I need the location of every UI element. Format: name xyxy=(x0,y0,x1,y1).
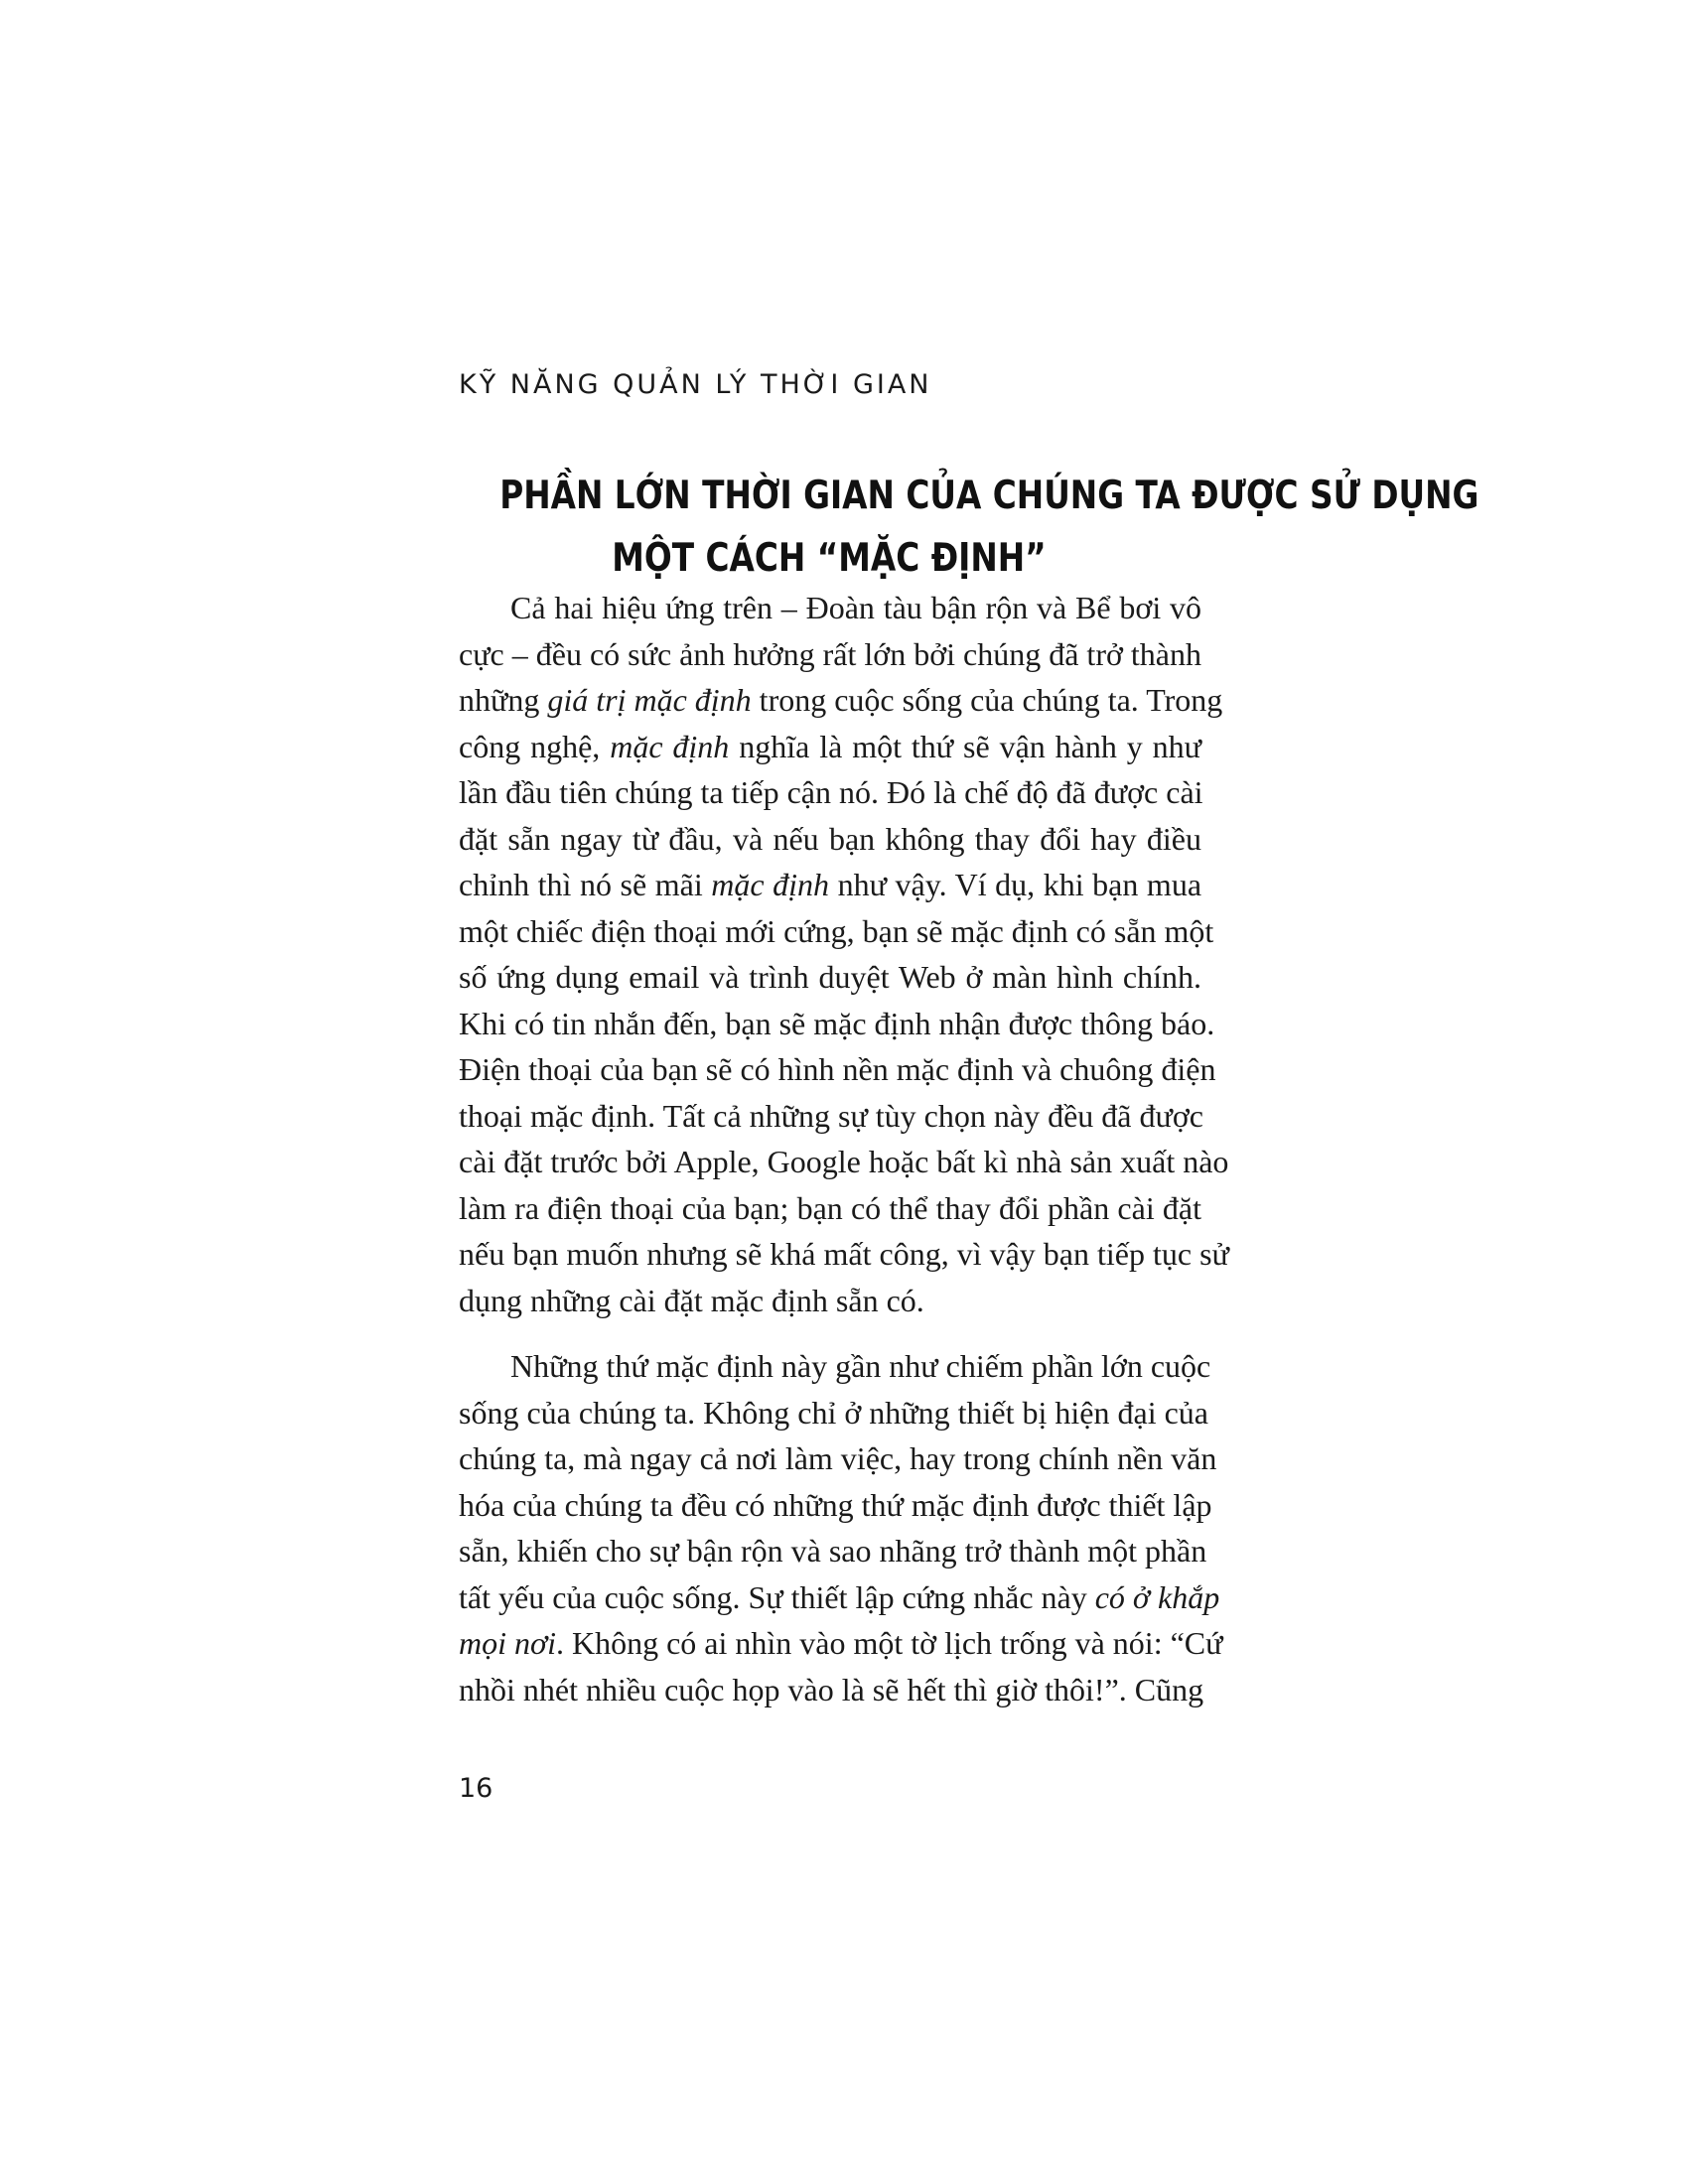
text-run: cài đặt trước bởi Apple, Google hoặc bất kì nhà sản xuất nào xyxy=(459,1144,1229,1179)
italic-text: mặc định xyxy=(610,728,730,764)
text-run: một chiếc điện thoại mới cứng, bạn sẽ mặc định có sẵn một xyxy=(459,912,1214,949)
text-run: làm ra điện thoại của bạn; bạn có thể thay đổi phần cài đặt xyxy=(459,1189,1201,1226)
text-run: sẵn, khiến cho sự bận rộn và sao nhãng trở thành một phần xyxy=(459,1533,1207,1569)
text-run: Khi có tin nhắn đến, bạn sẽ mặc định nhận được thông báo. xyxy=(459,1005,1215,1041)
text-run: Điện thoại của bạn sẽ có hình nền mặc định và chuông điện xyxy=(459,1051,1216,1087)
text-line xyxy=(459,816,1201,863)
text-line xyxy=(459,724,1201,770)
section-title xyxy=(499,465,1479,590)
text-line xyxy=(459,1001,1215,1047)
text-line xyxy=(459,769,1201,816)
text-line xyxy=(459,1185,1201,1232)
page-number: 16 xyxy=(459,1773,493,1804)
paragraph xyxy=(459,585,1229,1323)
text-run: tất yếu của cuộc sống. Sự thiết lập cứng nhắc này xyxy=(459,1578,1095,1615)
text-line xyxy=(459,1482,1212,1529)
text-run: đặt sẵn ngay từ đầu, và nếu bạn không thay đổi hay điều xyxy=(459,820,1201,857)
text-run: cực – đều có sức ảnh hưởng rất lớn bởi chúng đã trở thành xyxy=(459,635,1201,672)
text-run: dụng những cài đặt mặc định sẵn có. xyxy=(459,1282,924,1318)
italic-text: mọi nơi xyxy=(459,1625,556,1661)
text-line xyxy=(459,1093,1201,1140)
text-line xyxy=(459,1667,1204,1713)
section-title-line-2: MỘT CÁCH “MẶC ĐỊNH” xyxy=(612,536,1047,581)
text-run: những xyxy=(459,682,548,718)
text-line xyxy=(459,1343,1211,1390)
text-line xyxy=(459,1620,1223,1667)
text-run: Những thứ mặc định này gần như chiếm phần lớn cuộc xyxy=(510,1348,1211,1384)
text-line xyxy=(459,631,1201,678)
text-run: hóa của chúng ta đều có những thứ mặc định được thiết lập xyxy=(459,1486,1212,1523)
section-title-line-1: PHẦN LỚN THỜI GIAN CỦA CHÚNG TA ĐƯỢC SỬ DỤNG xyxy=(499,474,1479,518)
text-line xyxy=(459,1528,1207,1574)
text-run: số ứng dụng email và trình duyệt Web ở màn hình chính. xyxy=(459,959,1201,995)
text-line xyxy=(459,862,1201,908)
text-run: . Không có ai nhìn vào một tờ lịch trống và nói: “Cứ xyxy=(555,1625,1223,1661)
italic-text: có ở khắp xyxy=(1094,1578,1220,1615)
text-run: nhồi nhét nhiều cuộc họp vào là sẽ hết thì giờ thôi!”. Cũng xyxy=(459,1671,1204,1707)
text-line xyxy=(459,1278,1201,1324)
text-run: chúng ta, mà ngay cả nơi làm việc, hay trong chính nền văn xyxy=(459,1440,1217,1476)
text-line xyxy=(459,585,1201,631)
text-line xyxy=(459,1139,1229,1185)
running-header: KỸ NĂNG QUẢN LÝ THỜI GIAN xyxy=(459,369,932,400)
text-line xyxy=(459,1046,1216,1093)
text-line xyxy=(459,954,1201,1001)
text-line xyxy=(459,908,1214,955)
text-run: Cả hai hiệu ứng trên – Đoàn tàu bận rộn và Bể bơi vô xyxy=(510,590,1201,625)
text-run: nếu bạn muốn nhưng sẽ khá mất công, vì vậy bạn tiếp tục sử xyxy=(459,1236,1229,1272)
text-run: sống của chúng ta. Không chỉ ở những thiết bị hiện đại của xyxy=(459,1394,1208,1431)
body-text xyxy=(459,585,1229,1712)
paragraph xyxy=(459,1343,1223,1712)
text-line xyxy=(459,1231,1229,1278)
text-line xyxy=(459,1435,1217,1482)
text-run: trong cuộc sống của chúng ta. Trong xyxy=(751,682,1223,718)
italic-text: mặc định xyxy=(711,867,830,902)
text-run: lần đầu tiên chúng ta tiếp cận nó. Đó là chế độ đã được cài xyxy=(459,774,1203,810)
text-run: như vậy. Ví dụ, khi bạn mua xyxy=(829,867,1202,902)
text-run: công nghệ, xyxy=(459,728,611,764)
text-run: chỉnh thì nó sẽ mãi xyxy=(459,867,712,902)
text-line xyxy=(459,1574,1220,1621)
italic-text: giá trị mặc định xyxy=(547,682,752,718)
text-line xyxy=(459,677,1223,724)
text-run: nghĩa là một thứ sẽ vận hành y như xyxy=(729,728,1202,764)
text-run: thoại mặc định. Tất cả những sự tùy chọn này đều đã được xyxy=(459,1097,1203,1134)
text-line xyxy=(459,1390,1208,1436)
